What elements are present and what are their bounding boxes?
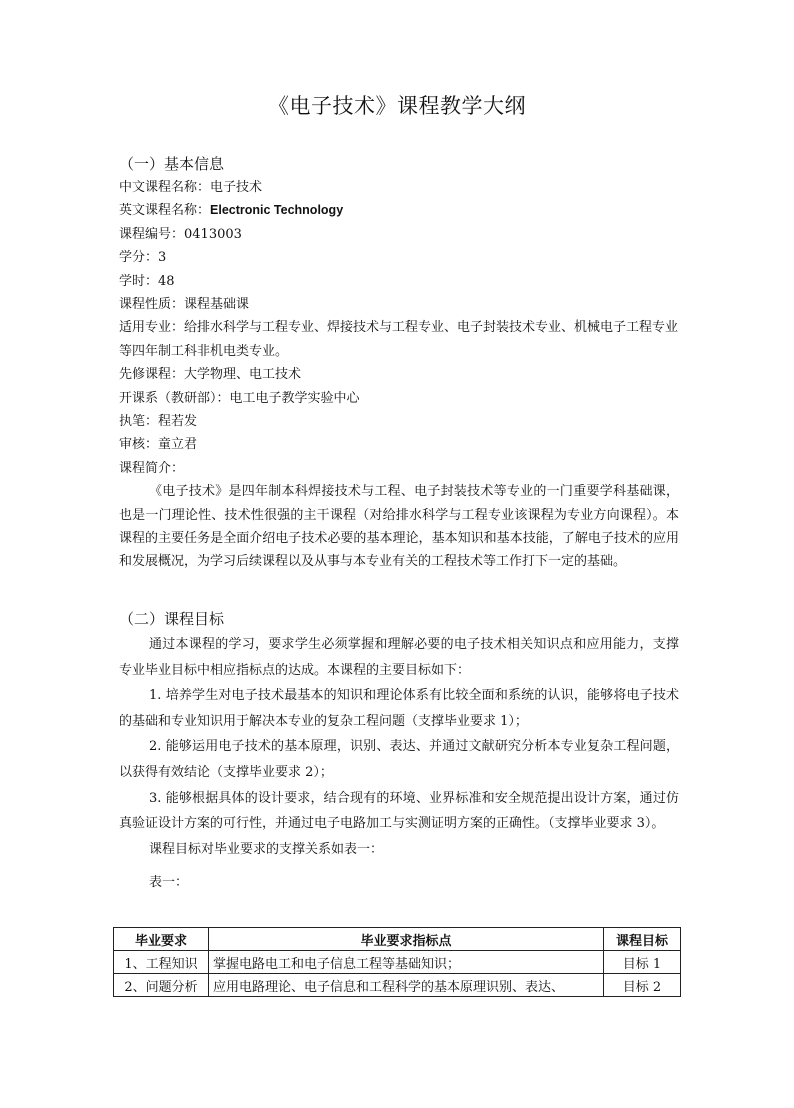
dept-value: 电工电子教学实验中心 xyxy=(229,390,360,406)
mapping-text: 课程目标对毕业要求的支撑关系如表一： xyxy=(149,841,384,857)
goals-intro-paragraph: 通过本课程的学习，要求学生必须掌握和理解必要的电子技术相关知识点和应用能力，支撑专业毕业目标中相应指标点的达成。本课程的主要目标如下： xyxy=(119,637,679,678)
table-cell-requirement: 2、问题分析 xyxy=(114,974,209,997)
majors-label: 适用专业： xyxy=(119,320,185,336)
code-value: 0413003 xyxy=(184,226,242,242)
basic-info-block xyxy=(119,176,679,574)
prereq-row xyxy=(119,363,679,386)
goal-item-1: 1. 培养学生对电子技术最基本的知识和理论体系有比较全面和系统的认识，能够将电子技术的基础和专业知识用于解决本专业的复杂工程问题（支撑毕业要求 1）； xyxy=(119,688,679,729)
table-header-indicator: 毕业要求指标点 xyxy=(209,928,604,951)
course-intro-paragraph: 《电子技术》是四年制本科焊接技术与工程、电子封装技术等专业的一门重要学科基础课，也是一门理论性、技术性很强的主干课程（对给排水科学与工程专业该课程为专业方向课程）。本课程的主要任务是全面介绍电子技术必要的基本理论，基本知识和基本技能，了解电子技术的应用和发展概况，为学习后续课程以及从事与本专业有关的工程技术等工作打下一定的基础。 xyxy=(119,484,679,570)
nature-row xyxy=(119,293,679,316)
dept-label: 开课系（教研部）： xyxy=(119,390,230,406)
table-cell-goal: 目标 1 xyxy=(604,951,681,974)
section-basic-info-heading: （一）基本信息 xyxy=(119,155,225,173)
credits-label: 学分： xyxy=(119,250,159,266)
goal-item-2: 2. 能够运用电子技术的基本原理，识别、表达、并通过文献研究分析本专业复杂工程问题，以获得有效结论（支撑毕业要求 2）； xyxy=(119,739,679,780)
table-cell-requirement: 1、工程知识 xyxy=(114,951,209,974)
majors-row xyxy=(119,316,679,363)
requirements-table xyxy=(113,927,681,997)
table-cell-indicator: 应用电路理论、电子信息和工程科学的基本原理识别、表达、 xyxy=(209,974,604,997)
cn-name-label: 中文课程名称： xyxy=(119,180,211,195)
table-cell-goal: 目标 2 xyxy=(604,974,681,997)
majors-value: 给排水科学与工程专业、焊接技术与工程专业、电子封装技术专业、机械电子工程专业等四年制工科非机电类专业。 xyxy=(119,320,679,359)
reviewer-row xyxy=(119,433,679,456)
cn-name-row xyxy=(119,176,679,199)
hours-value: 48 xyxy=(158,273,175,289)
author-value: 程若发 xyxy=(158,413,198,429)
cn-name-value: 电子技术 xyxy=(210,180,263,195)
section-goals-heading: （二）课程目标 xyxy=(119,610,225,628)
credits-row xyxy=(119,246,679,269)
table-cell-indicator: 掌握电路电工和电子信息工程等基础知识； xyxy=(209,951,604,974)
en-name-value: Electronic Technology xyxy=(210,203,344,218)
nature-value: 课程基础课 xyxy=(184,296,250,312)
table-header-row xyxy=(114,928,681,951)
table-header-goal: 课程目标 xyxy=(604,928,681,951)
code-label: 课程编号： xyxy=(119,226,185,242)
nature-label: 课程性质： xyxy=(119,296,185,312)
credits-value: 3 xyxy=(158,250,167,266)
en-name-row xyxy=(119,199,679,222)
prereq-label: 先修课程： xyxy=(119,367,185,383)
hours-label: 学时： xyxy=(119,273,159,289)
code-row xyxy=(119,223,679,246)
reviewer-label: 审核： xyxy=(119,437,159,453)
prereq-value: 大学物理、电工技术 xyxy=(184,367,302,383)
document-title: 《电子技术》课程教学大纲 xyxy=(268,94,526,118)
en-name-label: 英文课程名称： xyxy=(119,203,211,219)
reviewer-value: 童立君 xyxy=(158,437,198,453)
table-caption: 表一： xyxy=(149,875,189,891)
table-row xyxy=(114,974,681,997)
author-label: 执笔： xyxy=(119,413,159,429)
goals-block xyxy=(119,632,679,896)
goal-item-3: 3. 能够根据具体的设计要求，结合现有的环境、业界标准和安全规范提出设计方案，通过仿真验证设计方案的可行性，并通过电子电路加工与实测证明方案的正确性。（支撑毕业要求 3）。 xyxy=(119,790,679,832)
intro-label: 课程简介： xyxy=(119,460,185,476)
table-header-requirement: 毕业要求 xyxy=(114,928,209,951)
table-row xyxy=(114,951,681,974)
author-row xyxy=(119,410,679,433)
dept-row xyxy=(119,387,679,410)
hours-row xyxy=(119,270,679,293)
